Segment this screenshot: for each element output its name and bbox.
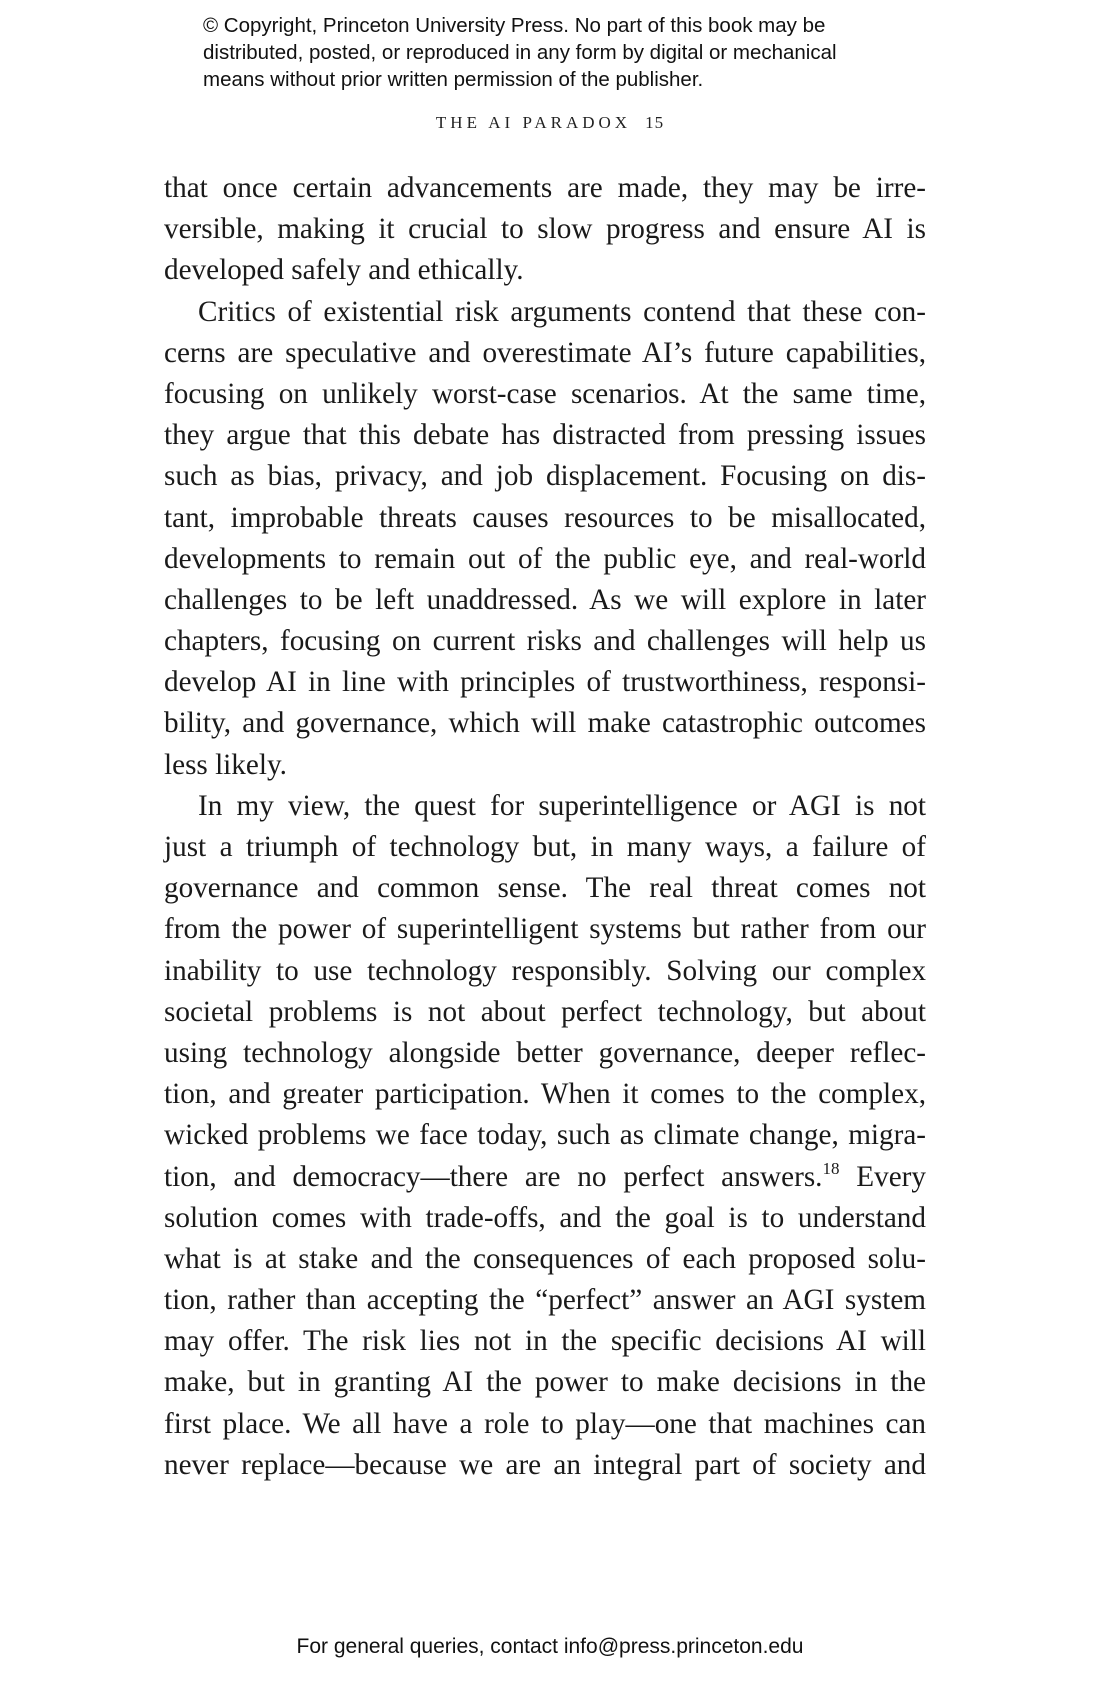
text-line: bility, and governance, which will make catastrophic outcomes	[164, 707, 926, 740]
copyright-line: © Copyright, Princeton University Press. No part of this book may be	[203, 14, 826, 37]
text-line: cerns are speculative and overestimate AI’s future capabilities,	[164, 336, 926, 369]
text-line: chapters, focusing on current risks and challenges will help us	[164, 625, 926, 658]
text-line: from the power of superintelligent systems but rather from our	[164, 913, 926, 946]
text-line: Critics of existential risk arguments contend that these con-	[198, 295, 926, 328]
text-line: make, but in granting AI the power to make decisions in the	[164, 1366, 926, 1399]
text-line: using technology alongside better governance, deeper reflec-	[164, 1036, 926, 1069]
copyright-line: means without prior written permission of the publisher.	[203, 68, 704, 91]
text-line: solution comes with trade-offs, and the goal is to understand	[164, 1201, 926, 1234]
text-line: tant, improbable threats causes resources to be misallocated,	[164, 501, 926, 534]
text-line: they argue that this debate has distracted from pressing issues	[164, 419, 926, 452]
text-line: never replace—because we are an integral part of society and	[164, 1448, 926, 1481]
running-head	[0, 113, 1100, 133]
text-line: such as bias, privacy, and job displacement. Focusing on dis-	[164, 460, 926, 493]
text-line: In my view, the quest for superintelligence or AGI is not	[198, 789, 926, 822]
text-line: tion, and greater participation. When it comes to the complex,	[164, 1078, 926, 1111]
text-line: versible, making it crucial to slow progress and ensure AI is	[164, 213, 926, 246]
text-line: develop AI in line with principles of trustworthiness, responsi-	[164, 666, 926, 699]
text-line: less likely.	[164, 748, 287, 781]
text-line: wicked problems we face today, such as climate change, migra-	[164, 1119, 926, 1152]
text-line: that once certain advancements are made, they may be irre-	[164, 172, 926, 204]
footnote-marker[interactable]: 18	[822, 1158, 840, 1178]
footer-contact: For general queries, contact info@press.princeton.edu	[296, 1635, 804, 1658]
text-line: societal problems is not about perfect technology, but about	[164, 995, 926, 1028]
text-line: just a triumph of technology but, in many ways, a failure of	[164, 831, 926, 863]
text-line: inability to use technology responsibly. Solving our complex	[164, 954, 926, 987]
copyright-notice	[203, 12, 923, 93]
running-head-title: THE AI PARADOX	[435, 113, 632, 132]
text-segment: Every	[839, 1160, 926, 1193]
text-line: governance and common sense. The real threat comes not	[164, 872, 926, 905]
body-text	[164, 168, 926, 1486]
text-line: what is at stake and the consequences of each proposed solu-	[164, 1242, 926, 1275]
text-line: focusing on unlikely worst-case scenarios. At the same time,	[164, 377, 926, 410]
text-line: tion, rather than accepting the “perfect” answer an AGI system	[164, 1284, 926, 1317]
text-line: developments to remain out of the public eye, and real-world	[164, 542, 926, 575]
page-number: 15	[645, 113, 665, 132]
text-line: developed safely and ethically.	[164, 254, 524, 287]
text-segment: tion, and democracy—there are no perfect answers.	[164, 1160, 823, 1193]
copyright-line: distributed, posted, or reproduced in any form by digital or mechanical	[203, 41, 837, 64]
text-line: first place. We all have a role to play—one that machines can	[164, 1407, 926, 1440]
text-line: may offer. The risk lies not in the specific decisions AI will	[164, 1325, 926, 1358]
text-line	[164, 1157, 926, 1198]
text-line: challenges to be left unaddressed. As we will explore in later	[164, 583, 926, 616]
